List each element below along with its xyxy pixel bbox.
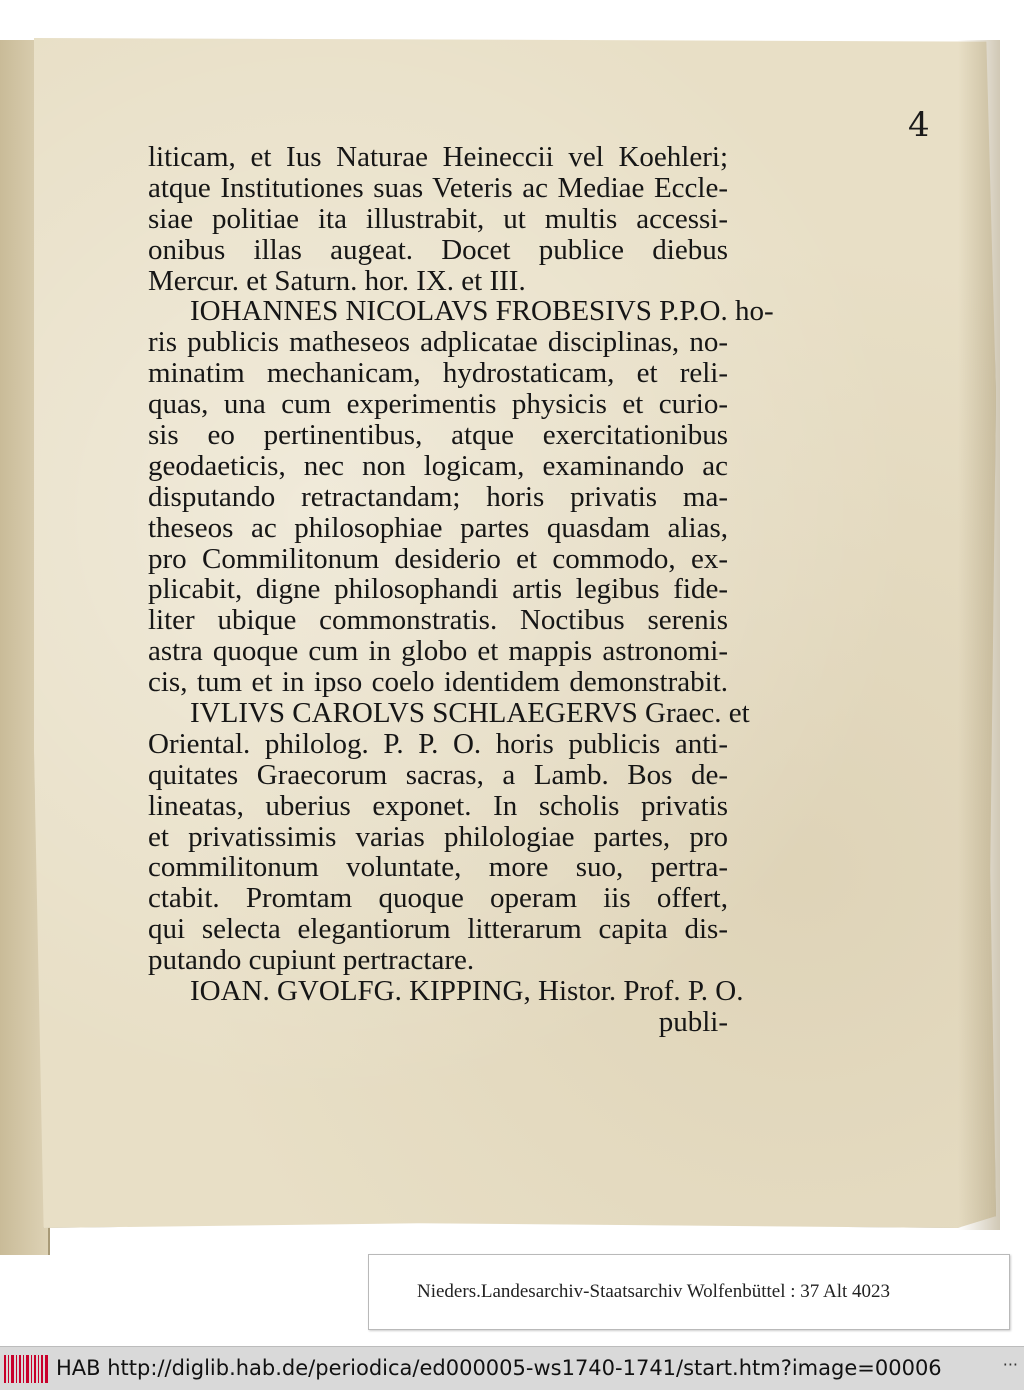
page-number: 4	[908, 105, 930, 145]
archive-label-text: Nieders.Landesarchiv-Staatsarchiv Wolfenbüttel : 37 Alt 4023	[417, 1281, 890, 1302]
text-line: theseos ac philosophiae partes quasdam alias,	[148, 511, 728, 544]
text-line: quitates Graecorum sacras, a Lamb. Bos de-	[148, 758, 728, 791]
text-line: astra quoque cum in globo et mappis astronomi-	[148, 635, 728, 668]
text-line: Oriental. philolog. P. P. O. horis publicis anti-	[148, 727, 728, 760]
text-line: siae politiae ita illustrabit, ut multis accessi-	[148, 202, 728, 235]
text-line: Mercur. et Saturn. hor. IX. et III.	[148, 264, 526, 297]
text-line: liticam, et Ius Naturae Heineccii vel Koehleri;	[148, 141, 728, 173]
text-line: et privatissimis varias philologiae partes, pro	[148, 820, 728, 853]
archive-label-card	[368, 1254, 1010, 1330]
text-line: IOHANNES NICOLAVS FROBESIVS P.P.O. ho-	[190, 295, 774, 328]
page-edge-shadow	[958, 40, 1000, 1230]
text-line: ris publicis matheseos adplicatae disciplinas, no-	[148, 326, 728, 359]
text-line: IVLIVS CAROLVS SCHLAEGERVS Graec. et	[190, 697, 750, 730]
text-line: qui selecta elegantiorum litterarum capita dis-	[148, 913, 728, 946]
printed-text-block	[148, 141, 774, 1038]
viewer-footer-bar	[0, 1346, 1024, 1390]
text-line: geodaeticis, nec non logicam, examinando ac	[148, 449, 728, 482]
text-line: quas, una cum experimentis physicis et curio-	[148, 388, 728, 421]
text-line: lineatas, uberius exponet. In scholis privatis	[148, 789, 728, 822]
text-line: liter ubique commonstratis. Noctibus serenis	[148, 604, 728, 637]
text-line: pro Commilitonum desiderio et commodo, ex-	[148, 542, 728, 575]
text-line: commilitonum voluntate, more suo, pertra-	[148, 851, 728, 884]
text-line: plicabit, digne philosophandi artis legibus fide-	[148, 573, 728, 606]
text-line: putando cupiunt pertractare.	[148, 944, 475, 977]
text-line: ctabit. Promtam quoque operam iis offert,	[148, 882, 728, 915]
catchword: publi-	[658, 1005, 728, 1038]
text-line: cis, tum et in ipso coelo identidem demonstrabit.	[148, 666, 728, 699]
text-line: IOAN. GVOLFG. KIPPING, Histor. Prof. P. O.	[190, 975, 744, 1008]
text-line: atque Institutiones suas Veteris ac Mediae Eccle-	[148, 171, 728, 204]
text-line: minatim mechanicam, hydrostaticam, et reli-	[148, 357, 728, 390]
text-line: onibus illas augeat. Docet publice diebus	[148, 233, 728, 266]
barcode-icon	[4, 1355, 48, 1383]
text-line: disputando retractandam; horis privatis ma-	[148, 480, 728, 513]
more-icon[interactable]: ···	[1002, 1355, 1018, 1374]
text-line: sis eo pertinentibus, atque exercitationibus	[148, 419, 728, 452]
source-url-link[interactable]: HAB http://diglib.hab.de/periodica/ed000005-ws1740-1741/start.htm?image=00006	[56, 1356, 942, 1380]
